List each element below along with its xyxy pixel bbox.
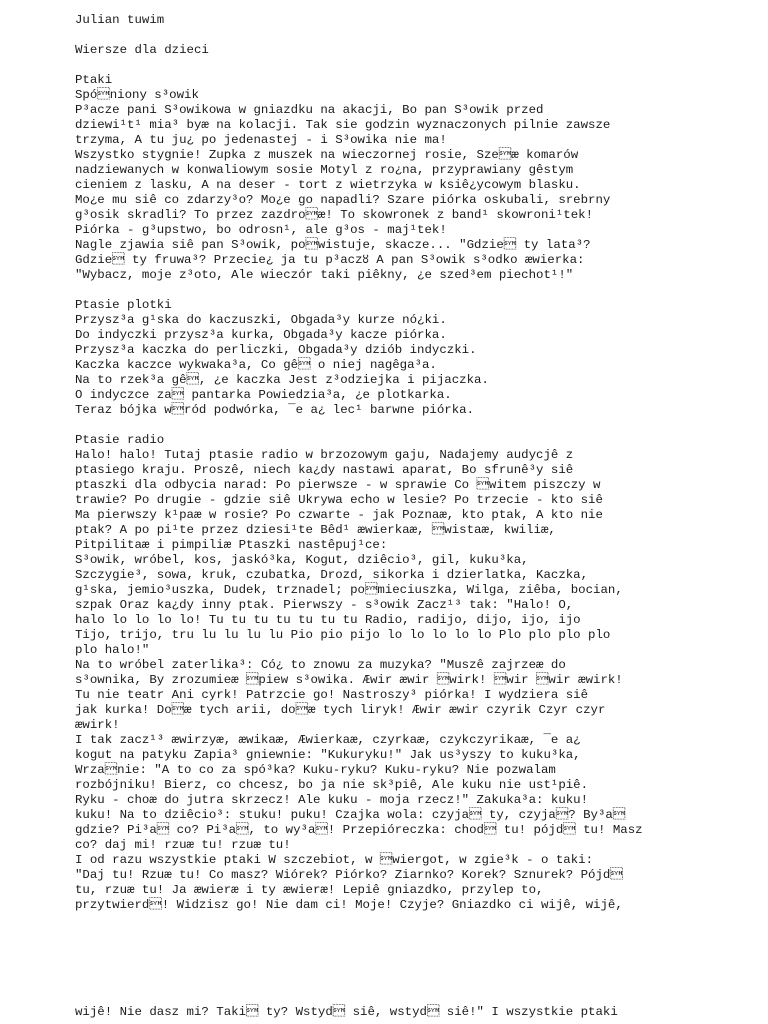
spacer [75, 418, 755, 433]
poem-line: Pitpilitaæ i pimpiliæ Ptaszki nastêpuj¹ce: [75, 538, 388, 552]
poem-line: plo halo!" [75, 643, 150, 657]
poem-line: Na to wróbel zaterlika³: Có¿ to znowu za muzyka? "Muszê zajrzeæ do [75, 658, 566, 672]
poem-line: Wrzanie: "A to co za spó³ka? Kuku-ryku? Kuku-ryku? Nie pozwalam [75, 763, 556, 777]
poem-line: jak kurka! Doæ tych arii, doæ tych liryk! Æwir æwir czyrik Czyr czyr [75, 703, 606, 717]
poem-title: Ptasie plotki [75, 298, 172, 312]
poem-line: szpak Oraz ka¿dy inny ptak. Pierwszy - s³owik Zacz¹³ tak: "Halo! O, [75, 598, 574, 612]
poem-line: trzyma, A tu ju¿ po jedenastej - i S³owika nie ma! [75, 133, 447, 147]
poem-line: kuku! Na to dziêcio³: stuku! puku! Czajka wola: czyja ty, czyja? By³a [75, 808, 626, 822]
poem-line: Tu nie teatr Ani cyrk! Patrzcie go! Nastroszy³ piórka! I wydziera siê [75, 688, 589, 702]
poem-line: ptaszki dla odbycia narad: Po pierwsze - w sprawie Co witem piszczy w [75, 478, 601, 492]
poem-line: "Daj tu! Rzuæ tu! Co masz? Wiórek? Piórko? Ziarnko? Korek? Sznurek? Pójd [75, 868, 623, 882]
poem-section [75, 298, 755, 433]
poem-section [75, 433, 755, 913]
poem-line: Piórka - g³upstwo, bo odrosn¹, ale g³os - maj¹tek! [75, 223, 447, 237]
poem-line: P³acze pani S³owikowa w gniazdku na akacji, Bo pan S³owik przed [75, 103, 544, 117]
poem-line: halo lo lo lo lo! Tu tu tu tu tu tu tu Radio, radijo, dijo, ijo, ijo [75, 613, 581, 627]
poem-line: Do indyczki przysz³a kurka, Obgada³y kacze piórka. [75, 328, 447, 342]
poem-line: trawie? Po drugie - gdzie siê Ukrywa echo w lesie? Po trzecie - kto siê [75, 493, 603, 507]
spacer [75, 58, 755, 73]
poem-line: kogut na patyku Zapia³ gniewnie: "Kukuryku!" Jak us³yszy to kuku³ka, [75, 748, 581, 762]
poem-line: dziewi¹t¹ mia³ byæ na kolacji. Tak sie godzin wyznaczonych pilnie zawsze [75, 118, 611, 132]
poem-title: Ptaki [75, 73, 113, 87]
poem-line: g³osik skradli? To przez zazdroæ! To skowronek z band¹ skowroni¹tek! [75, 208, 594, 222]
poem-line: nadziewanych w konwaliowym sosie Motyl z ro¿na, przyprawiany gêstym [75, 163, 574, 177]
poem-line: Przysz³a kaczka do perliczki, Obgada³y dziób indyczki. [75, 343, 477, 357]
poem-line: s³ownika, By zrozumieæ piew s³owika. Æwir æwir wirk! wir wir æwirk! [75, 673, 623, 687]
poem-line: ptak? A po pi¹te przez dziesi¹te Bêd¹ æwierkaæ, wistaæ, kwiliæ, [75, 523, 556, 537]
poem-line: "Wybacz, moje z³oto, Ale wieczór taki piêkny, ¿e szed³em piechot¹!" [75, 268, 574, 282]
poem-line: Halo! halo! Tutaj ptasie radio w brzozowym gaju, Nadajemy audycjê z [75, 448, 574, 462]
poem-line: I tak zacz¹³ æwirzyæ, æwikaæ, Æwierkaæ, czyrkaæ, czykczyrikaæ, ¯e a¿ [75, 733, 581, 747]
poem-line: Spóniony s³owik [75, 88, 199, 102]
poem-line: æwirk! [75, 718, 120, 732]
poem-line: Ma pierwszy k¹paæ w rosie? Po czwarte - jak Poznaæ, kto ptak, A kto nie [75, 508, 603, 522]
spacer [75, 283, 755, 298]
poem-line: Wszystko stygnie! Zupka z muszek na wieczornej rosie, Szeæ komarów [75, 148, 579, 162]
poem-line: Przysz³a g¹ska do kaczuszki, Obgada³y kurze nó¿ki. [75, 313, 447, 327]
page-bottom-line: wijê! Nie dasz mi? Taki ty? Wstyd siê, wstyd siê!" I wszystkie ptaki [75, 1005, 618, 1019]
poem-line: g¹ska, jemio³uszka, Dudek, trznadel; pomieciuszka, Wilga, ziêba, bocian, [75, 583, 623, 597]
poem-line: Teraz bójka wród podwórka, ¯e a¿ lec¹ barwne piórka. [75, 403, 475, 417]
poem-line: cieniem z lasku, A na deser - tort z wietrzyka w ksiê¿ycowym blasku. [75, 178, 581, 192]
spacer [75, 28, 755, 43]
poem-line: O indyczce za pantarka Powiedzia³a, ¿e plotkarka. [75, 388, 452, 402]
poem-line: Ryku - choæ do jutra skrzecz! Ale kuku - moja rzecz!" Zakuka³a: kuku! [75, 793, 589, 807]
poem-line: Gdzie ty fruwa³? Przecie¿ ja tu p³acz꣔ A pan S³owik s³odko æwierka: [75, 253, 585, 267]
poem-line: S³owik, wróbel, kos, jaskó³ka, Kogut, dziêcio³, gil, kuku³ka, [75, 553, 529, 567]
poem-section [75, 73, 755, 298]
poem-line: I od razu wszystkie ptaki W szczebiot, w wiergot, w zgie³k - o taki: [75, 853, 594, 867]
poem-line: Mo¿e mu siê co zdarzy³o? Mo¿e go napadli? Szare piórka oskubali, srebrny [75, 193, 611, 207]
author-line: Julian tuwim [75, 13, 165, 27]
poem-sections [75, 73, 755, 913]
poem-line: Kaczka kaczce wykwaka³a, Co gê o niej nagêga³a. [75, 358, 437, 372]
collection-title: Wiersze dla dzieci [75, 43, 209, 57]
poem-line: Na to rzek³a gê, ¿e kaczka Jest z³odziejka i pijaczka. [75, 373, 489, 387]
document-page [75, 13, 755, 913]
poem-line: rozbójniku! Bierz, co chcesz, bo ja nie sk³piê, Ale kuku nie ust¹piê. [75, 778, 589, 792]
poem-line: gdzie? Pi³a co? Pi³a, to wy³a! Przepióreczka: chod tu! pójd tu! Masz [75, 823, 643, 837]
poem-title: Ptasie radio [75, 433, 165, 447]
poem-line: tu, rzuæ tu! Ja æwieræ i ty æwieræ! Lepiê gniazdko, przylep to, [75, 883, 544, 897]
poem-line: Tijo, trijo, tru lu lu lu lu Pio pio pijo lo lo lo lo lo Plo plo plo plo [75, 628, 611, 642]
poem-line: Nagle zjawia siê pan S³owik, powistuje, skacze... "Gdzie ty lata³? [75, 238, 591, 252]
poem-line: Szczygie³, sowa, kruk, czubatka, Drozd, sikorka i dzierlatka, Kaczka, [75, 568, 589, 582]
poem-line: ptasiego kraju. Proszê, niech ka¿dy nastawi aparat, Bo sfrunê³y siê [75, 463, 574, 477]
poem-line: co? daj mi! rzuæ tu! rzuæ tu! [75, 838, 291, 852]
poem-line: przytwierd! Widzisz go! Nie dam ci! Moje! Czyje? Gniazdko ci wijê, wijê, [75, 898, 623, 912]
